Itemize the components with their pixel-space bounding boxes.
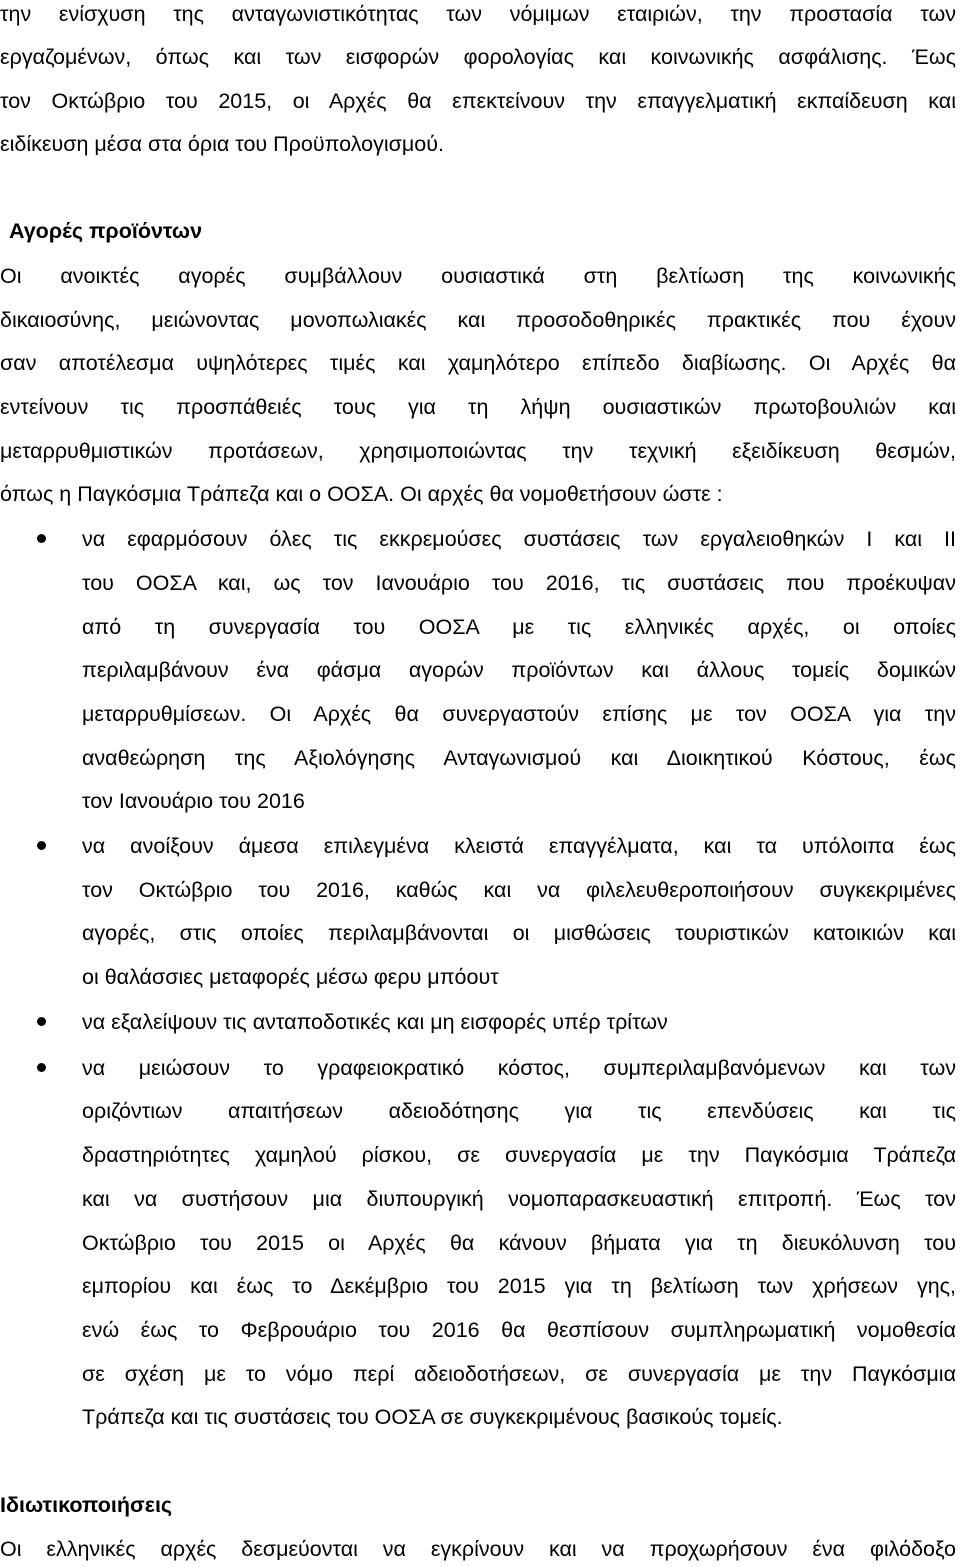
text-line: περιλαμβάνουν ένα φάσμα αγορών προϊόντων και άλλους τομείς δομικών xyxy=(82,658,956,682)
bullet-icon xyxy=(37,841,46,850)
text-line: Τράπεζα και τις συστάσεις του ΟΟΣΑ σε συγκεκριμένους βασικούς τομείς. xyxy=(82,1405,783,1429)
text-line: σαν αποτέλεσμα υψηλότερες τιμές και χαμηλότερο επίπεδο διαβίωσης. Οι Αρχές θα xyxy=(0,351,956,375)
text-line: εργαζομένων, όπως και των εισφορών φορολογίας και κοινωνικής ασφάλισης. Έως xyxy=(0,45,956,69)
text-line: να μειώσουν το γραφειοκρατικό κόστος, συμπεριλαμβανόμενων και των xyxy=(82,1056,956,1080)
text-line: να εξαλείψουν τις ανταποδοτικές και μη εισφορές υπέρ τρίτων xyxy=(82,1010,668,1034)
text-line: ενώ έως το Φεβρουάριο του 2016 θα θεσπίσουν συμπληρωματική νομοθεσία xyxy=(82,1318,956,1342)
text-line: δραστηριότητες χαμηλού ρίσκου, σε συνεργασία με την Παγκόσμια Τράπεζα xyxy=(82,1143,956,1167)
bullet-icon xyxy=(37,1063,46,1072)
text-line: και να συστήσουν μια διυπουργική νομοπαρασκευαστική επιτροπή. Έως τον xyxy=(82,1187,956,1211)
text-line: δικαιοσύνης, μειώνοντας μονοπωλιακές και προσοδοθηρικές πρακτικές που έχουν xyxy=(0,308,956,332)
text-line: σε σχέση με το νόμο περί αδειοδοτήσεων, σε συνεργασία με την Παγκόσμια xyxy=(82,1362,956,1386)
text-line: Οι ανοικτές αγορές συμβάλλουν ουσιαστικά στη βελτίωση της κοινωνικής xyxy=(0,264,956,288)
text-line: από τη συνεργασία του ΟΟΣΑ με τις ελληνικές αρχές, οι οποίες xyxy=(82,615,956,639)
text-line: εντείνουν τις προσπάθειές τους για τη λήψη ουσιαστικών πρωτοβουλιών και xyxy=(0,395,956,419)
text-line: μεταρρυθμίσεων. Οι Αρχές θα συνεργαστούν επίσης με τον ΟΟΣΑ για την xyxy=(82,702,956,726)
text-line: του ΟΟΣΑ και, ως τον Ιανουάριο του 2016, τις συστάσεις που προέκυψαν xyxy=(82,571,956,595)
text-line: αναθεώρηση της Αξιολόγησης Ανταγωνισμού και Διοικητικού Κόστους, έως xyxy=(82,746,956,770)
text-line: οριζόντιων απαιτήσεων αδειοδότησης για τις επενδύσεις και τις xyxy=(82,1099,956,1123)
text-line: τον Οκτώβριο του 2016, καθώς και να φιλελευθεροποιήσουν συγκεκριμένες xyxy=(82,878,956,902)
section-heading: Αγορές προϊόντων xyxy=(9,219,203,243)
text-line: ειδίκευση μέσα στα όρια του Προϋπολογισμού. xyxy=(0,132,444,156)
text-line: οι θαλάσσιες μεταφορές μέσω φερυ μπόουτ xyxy=(82,965,499,989)
text-line: τον Οκτώβριο του 2015, οι Αρχές θα επεκτείνουν την επαγγελματική εκπαίδευση και xyxy=(0,89,956,113)
bullet-icon xyxy=(37,1017,46,1026)
text-line: την ενίσχυση της ανταγωνιστικότητας των νόμιμων εταιριών, την προστασία των xyxy=(0,2,956,26)
text-line: Οκτώβριο του 2015 οι Αρχές θα κάνουν βήματα για τη διευκόλυνση του xyxy=(82,1231,956,1255)
text-line: μεταρρυθμιστικών προτάσεων, χρησιμοποιώντας την τεχνική εξειδίκευση θεσμών, xyxy=(0,439,956,463)
text-line: όπως η Παγκόσμια Τράπεζα και ο ΟΟΣΑ. Οι αρχές θα νομοθετήσουν ώστε : xyxy=(0,482,723,506)
text-line: να εφαρμόσουν όλες τις εκκρεμούσες συστάσεις των εργαλειοθηκών Ι και ΙΙ xyxy=(82,527,956,551)
text-line: αγορές, στις οποίες περιλαμβάνονται οι μισθώσεις τουριστικών κατοικιών και xyxy=(82,921,956,945)
text-line: να ανοίξουν άμεσα επιλεγμένα κλειστά επαγγέλματα, και τα υπόλοιπα έως xyxy=(82,834,956,858)
text-line: τον Ιανουάριο του 2016 xyxy=(82,789,305,813)
text-line: εμπορίου και έως το Δεκέμβριο του 2015 για τη βελτίωση των χρήσεων γης, xyxy=(82,1274,956,1298)
section-heading: Ιδιωτικοποιήσεις xyxy=(0,1493,173,1517)
text-line: Οι ελληνικές αρχές δεσμεύονται να εγκρίνουν και να προχωρήσουν ένα φιλόδοξο xyxy=(0,1537,956,1561)
bullet-icon xyxy=(37,534,46,543)
